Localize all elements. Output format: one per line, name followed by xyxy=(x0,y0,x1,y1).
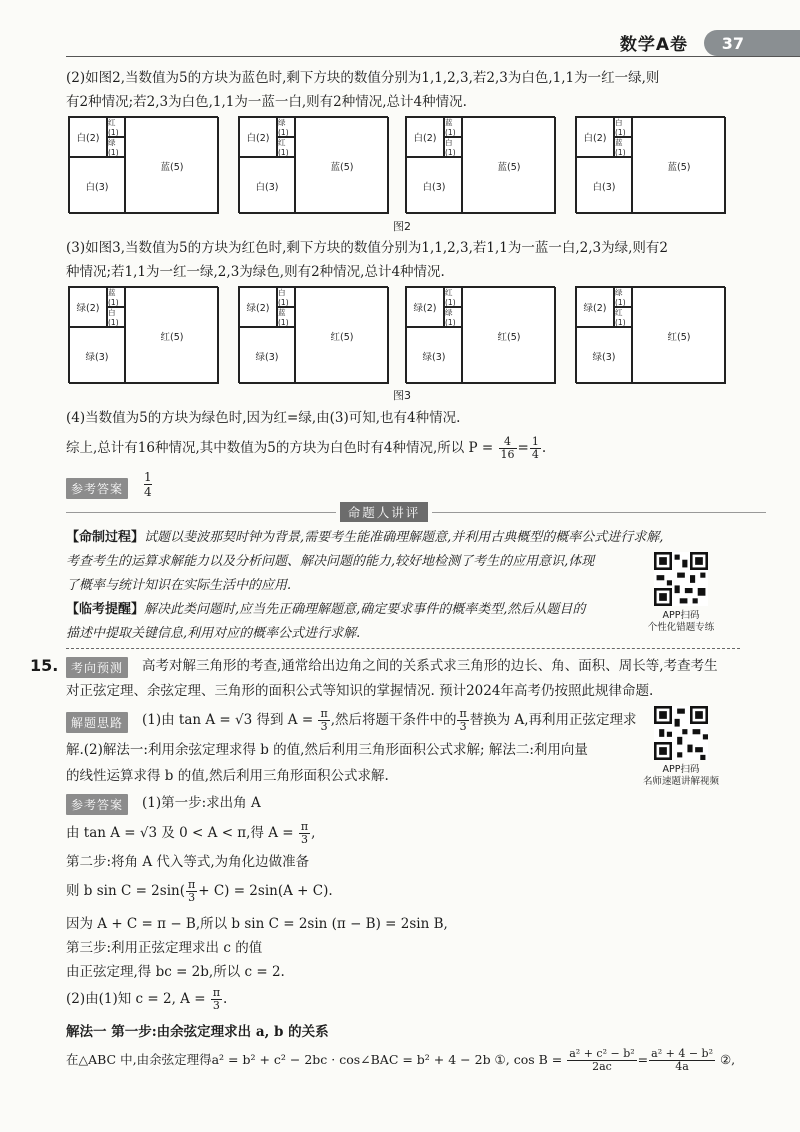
frac-den: 3 xyxy=(459,720,467,733)
equals: = xyxy=(637,1052,649,1067)
frac-num: a² + 4 − b² xyxy=(651,1047,713,1060)
fraction-1-4 xyxy=(530,436,541,461)
answer-badge: 参考答案 xyxy=(66,794,128,815)
p3-line1: (3)如图3,当数值为5的方块为红色时,剩下方块的数值分别为1,1,2,3,若1,1为一蓝一白,2,3为绿,则有2 xyxy=(66,240,669,256)
method1-line: 解法一 第一步:由余弦定理求出 a, b 的关系 xyxy=(66,1024,329,1040)
clock-cell-c3: 绿(2) xyxy=(239,287,277,327)
clock-panel xyxy=(575,116,725,213)
step1-text-b: , xyxy=(311,825,316,841)
clock-cell-c1: 绿(1) xyxy=(277,117,295,137)
frac-den: 3 xyxy=(320,720,328,733)
clock-cell-c2: 绿(1) xyxy=(107,137,125,157)
fraction-cosB-sub xyxy=(649,1048,715,1073)
qr1-caption-line1: APP扫码 xyxy=(662,610,700,621)
fraction-cosB xyxy=(567,1048,636,1073)
clock-cell-c2: 蓝(1) xyxy=(277,307,295,327)
fraction-pi-3 xyxy=(211,987,222,1012)
frac-num: π xyxy=(459,707,467,720)
clock-panel xyxy=(68,116,218,213)
frac-num: π xyxy=(212,986,221,999)
cosine-end: ②, xyxy=(719,1052,736,1067)
step1-result xyxy=(66,818,766,848)
banner-rule-left xyxy=(66,512,336,513)
step2-line: 第二步:将角 A 代入等式,为角化边做准备 xyxy=(66,854,310,870)
clock-panel xyxy=(405,286,555,383)
process-line1 xyxy=(66,528,766,548)
step2-eq-a: 则 b sin C = 2sin( xyxy=(66,883,185,899)
summary-line xyxy=(66,434,766,462)
clock-cell-c3: 白(2) xyxy=(576,117,614,157)
section-divider xyxy=(66,648,740,649)
summary-text: 综上,总计有16种情况,其中数值为5的方块为白色时有4种情况,所以 P = xyxy=(66,440,494,456)
p2-line1: (2)如图2,当数值为5的方块为蓝色时,剩下方块的数值分别为1,1,2,3,若2,3为白色,1,1为一红一绿,则 xyxy=(66,70,660,86)
fraction-pi-3 xyxy=(318,708,329,733)
clock-cell-c1: 蓝(1) xyxy=(107,287,125,307)
figure-3-caption: 图3 xyxy=(393,389,411,402)
clock-cell-c5: 蓝(5) xyxy=(295,117,389,214)
figure-2-caption: 图2 xyxy=(393,220,411,233)
clock-cell-c4: 白(3) xyxy=(239,157,295,214)
clock-panel xyxy=(238,116,388,213)
frac-den: 4 xyxy=(531,448,539,461)
clock-panel xyxy=(68,286,218,383)
clock-cell-c3: 白(2) xyxy=(239,117,277,157)
clock-cell-c5: 红(5) xyxy=(632,287,726,384)
idea-text-a: (1)由 tan A = √3 得到 A = xyxy=(142,712,314,728)
clock-cell-c5: 红(5) xyxy=(462,287,556,384)
step3-result: 由正弦定理,得 bc = 2b,所以 c = 2. xyxy=(66,964,285,980)
idea-text-b: ,然后将题干条件中的 xyxy=(330,712,457,728)
clock-cell-c1: 白(1) xyxy=(614,117,632,137)
clock-cell-c2: 红(1) xyxy=(277,137,295,157)
clock-cell-c5: 蓝(5) xyxy=(125,117,219,214)
clock-panel xyxy=(405,116,555,213)
tip-line2: 描述中提取关键信息,利用对应的概率公式进行求解. xyxy=(66,626,361,641)
qr1-caption-line2: 个性化错题专练 xyxy=(647,622,715,633)
frac-den: 4a xyxy=(675,1060,689,1073)
process-label: 【命制过程】 xyxy=(66,530,145,545)
frac-num: π xyxy=(300,820,309,833)
qr-code-icon[interactable] xyxy=(654,706,708,760)
step1-line: (1)第一步:求出角 A xyxy=(142,795,261,811)
process-line2: 考查考生的运算求解能力以及分析问题、解决问题的能力,较好地检测了考生的应用意识,体现 xyxy=(66,554,595,569)
clock-cell-c4: 白(3) xyxy=(69,157,125,214)
clock-cell-c5: 蓝(5) xyxy=(632,117,726,214)
idea-badge: 解题思路 xyxy=(66,712,128,733)
fraction-pi-3 xyxy=(186,879,197,904)
clock-cell-c5: 红(5) xyxy=(295,287,389,384)
frac-num: 4 xyxy=(499,436,517,449)
step2-eq-b: + C) = 2sin(A + C). xyxy=(198,883,333,899)
cosine-law-line xyxy=(66,1044,766,1076)
commentary-banner: 命题人讲评 xyxy=(340,502,428,522)
answer-num: 1 xyxy=(144,470,152,484)
idea-line2: 解.(2)解法一:利用余弦定理求得 b 的值,然后利用三角形面积公式求解; 解法二:利用向量 xyxy=(66,742,588,758)
fraction-pi-3 xyxy=(299,821,310,846)
frac-num: a² + c² − b² xyxy=(569,1047,635,1060)
step2-because: 因为 A + C = π − B,所以 b sin C = 2sin (π − B) = 2sin B, xyxy=(66,916,448,932)
qr2-caption xyxy=(630,764,732,788)
page-number-tab xyxy=(704,30,800,56)
qr1-caption xyxy=(640,610,722,634)
answer-badge: 参考答案 xyxy=(66,478,128,499)
clock-panel xyxy=(238,286,388,383)
clock-cell-c2: 红(1) xyxy=(614,307,632,327)
forecast-line2: 对正弦定理、余弦定理、三角形的面积公式等知识的掌握情况. 预计2024年高考仍按照此规律命题. xyxy=(66,683,654,699)
clock-cell-c1: 白(1) xyxy=(277,287,295,307)
cosine-text: 在△ABC 中,由余弦定理得a² = b² + c² − 2bc · cos∠BAC = b² + 4 − 2b ①, cos B = xyxy=(66,1052,563,1067)
forecast-badge: 考向预测 xyxy=(66,657,128,678)
clock-cell-c4: 绿(3) xyxy=(576,327,632,384)
idea-line3: 的线性运算求得 b 的值,然后利用三角形面积公式求解. xyxy=(66,768,389,784)
clock-cell-c3: 绿(2) xyxy=(69,287,107,327)
frac-num: π xyxy=(320,707,328,720)
clock-cell-c1: 蓝(1) xyxy=(444,117,462,137)
period: . xyxy=(541,440,547,456)
step2-eq xyxy=(66,876,766,906)
section-title: 数学A卷 xyxy=(619,35,688,55)
frac-den: 3 xyxy=(301,833,309,846)
frac-num: 1 xyxy=(531,435,539,448)
step1-text-a: 由 tan A = √3 及 0 < A < π,得 A = xyxy=(66,825,294,841)
process-line3: 了概率与统计知识在实际生活中的应用. xyxy=(66,578,292,593)
answer-fraction xyxy=(144,470,152,499)
page-number: 37 xyxy=(721,34,744,53)
frac-num: π xyxy=(187,878,196,891)
clock-cell-c2: 白(1) xyxy=(444,137,462,157)
p2-line2: 有2种情况;若2,3为白色,1,1为一蓝一白,则有2种情况,总计4种情况. xyxy=(66,94,467,110)
tip-text1: 解决此类问题时,应当先正确理解题意,确定要求事件的概率类型,然后从题目的 xyxy=(144,602,586,617)
clock-cell-c1: 红(1) xyxy=(107,117,125,137)
qr2-caption-line1: APP扫码 xyxy=(662,764,700,775)
question-number: 15. xyxy=(30,656,59,675)
tip-label: 【临考提醒】 xyxy=(66,602,145,617)
qr2-caption-line2: 名师速题讲解视频 xyxy=(642,776,719,787)
answer-den: 4 xyxy=(144,485,152,499)
clock-cell-c2: 白(1) xyxy=(107,307,125,327)
part2-text-a: (2)由(1)知 c = 2, A = xyxy=(66,991,206,1007)
clock-cell-c4: 绿(3) xyxy=(406,327,462,384)
qr-code-icon[interactable] xyxy=(654,552,708,606)
process-text1: 试题以斐波那契时钟为背景,需要考生能准确理解题意,并利用古典概型的概率公式进行求解, xyxy=(144,530,664,545)
p3-line2: 种情况;若1,1为一红一绿,2,3为绿色,则有2种情况,总计4种情况. xyxy=(66,264,445,280)
part2-text-b: . xyxy=(223,991,228,1007)
fraction-pi-3 xyxy=(457,708,468,733)
step3-line: 第三步:利用正弦定理求出 c 的值 xyxy=(66,940,263,956)
clock-cell-c3: 白(2) xyxy=(406,117,444,157)
part2-line xyxy=(66,984,766,1014)
clock-panel xyxy=(575,286,725,383)
equals: = xyxy=(517,440,529,456)
frac-den: 3 xyxy=(212,999,220,1012)
clock-cell-c3: 绿(2) xyxy=(576,287,614,327)
header-rule xyxy=(66,56,800,57)
forecast-line1: 高考对解三角形的考查,通常给出边角之间的关系式求三角形的边长、角、面积、周长等,考查考生 xyxy=(142,658,718,674)
clock-cell-c4: 白(3) xyxy=(406,157,462,214)
frac-den: 3 xyxy=(188,891,196,904)
clock-cell-c1: 绿(1) xyxy=(614,287,632,307)
clock-cell-c3: 绿(2) xyxy=(406,287,444,327)
banner-rule-right xyxy=(432,512,766,513)
idea-text-c: 替换为 A,再利用正弦定理求 xyxy=(469,712,637,728)
clock-cell-c5: 蓝(5) xyxy=(462,117,556,214)
clock-cell-c3: 白(2) xyxy=(69,117,107,157)
frac-den: 16 xyxy=(500,448,515,461)
clock-cell-c2: 蓝(1) xyxy=(614,137,632,157)
clock-cell-c5: 红(5) xyxy=(125,287,219,384)
frac-den: 2ac xyxy=(592,1060,612,1073)
clock-cell-c4: 绿(3) xyxy=(69,327,125,384)
clock-cell-c2: 绿(1) xyxy=(444,307,462,327)
clock-cell-c1: 红(1) xyxy=(444,287,462,307)
clock-cell-c4: 白(3) xyxy=(576,157,632,214)
p4-line: (4)当数值为5的方块为绿色时,因为红=绿,由(3)可知,也有4种情况. xyxy=(66,410,461,426)
fraction-4-16 xyxy=(499,436,517,461)
clock-cell-c4: 绿(3) xyxy=(239,327,295,384)
